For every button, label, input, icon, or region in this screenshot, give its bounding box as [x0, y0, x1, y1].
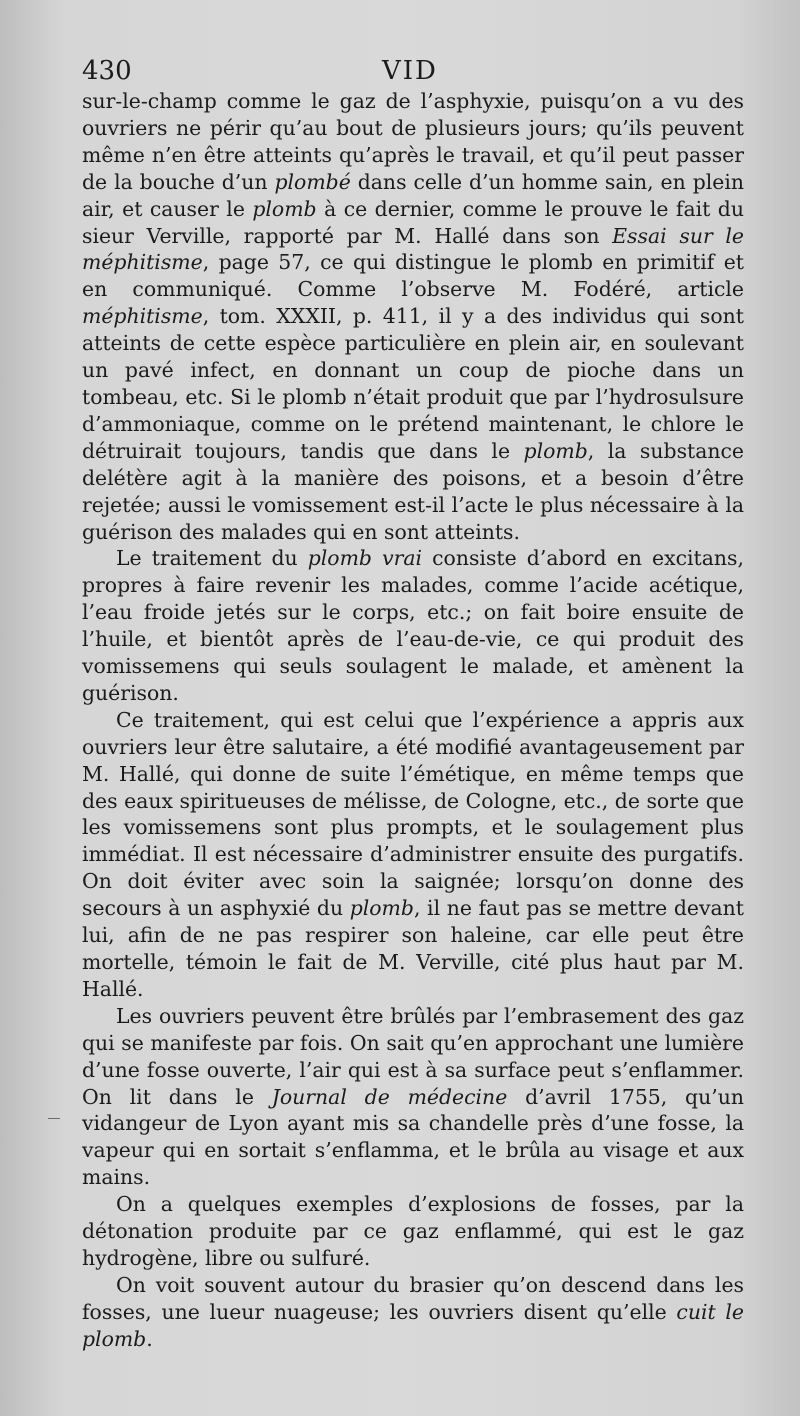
paragraph [82, 545, 744, 706]
text-run: Ce traitement, qui est celui que l’expérience a appris aux ouvriers leur être salutaire, a été modifié avantageusement par M. Hallé, qui donne de suite l’émétique, en même temps que des eaux spiritueuses de mélisse, de Cologne, etc., de sorte que les vomissemens sont plus prompts, et le soulagement plus immédiat. Il est nécessaire d’administrer ensuite des purgatifs. On doit éviter avec soin la saignée; lorsqu’on donne des secours à un asphyxié du [82, 707, 744, 921]
italic-run: Essai sur le méphitisme [82, 223, 744, 275]
text-run: , page 57, ce qui distingue le plomb en primitif et en communiqué. Comme l’observe M. Fodéré, article [82, 250, 744, 302]
italic-run: plomb [349, 896, 414, 921]
italic-run: méphitisme [82, 304, 203, 329]
paragraph [82, 1191, 744, 1272]
paragraph [82, 707, 744, 1003]
margin-mark [48, 1118, 60, 1119]
italic-run: plomb vrai [307, 546, 423, 571]
text-run: , la substance delétère agit à la manière des poisons, et a besoin d’être rejetée; aussi le vomissement est-il l’acte le plus nécessaire à la guérison des malades qui en sont atteints. [82, 438, 744, 544]
paragraph [82, 1003, 744, 1191]
page-header [82, 56, 740, 92]
page-number: 430 [82, 56, 132, 86]
text-run: d’avril 1755, qu’un vidangeur de Lyon ayant mis sa chandelle près d’une fosse, la vapeur qui en sortait s’enflamma, et le brûla au visage et aux mains. [82, 1084, 744, 1190]
text-run: à ce dernier, comme le prouve le fait du sieur Verville, rapporté par M. Hallé dans son [82, 196, 744, 248]
text-run: , il ne faut pas se mettre devant lui, afin de ne pas respirer son haleine, car elle peut être mortelle, témoin le fait de M. Verville, cité plus haut par M. Hallé. [82, 896, 744, 1001]
text-run: sur-le-champ comme le gaz de l’asphyxie, puisqu’on a vu des ouvriers ne périr qu’au bout de plusieurs jours; qu’ils peuvent même n’en être atteints qu’après le travail, et qu’il peut passer de la bouche d’un [82, 89, 744, 194]
italic-run: plomb [252, 196, 317, 221]
italic-run: plomb [523, 438, 588, 463]
text-run: On a quelques exemples d’explosions de fosses, par la détonation produite par ce gaz enflammé, qui est le gaz hydrogène, libre ou sulfuré. [82, 1192, 744, 1270]
text-run: dans celle d’un homme sain, en plein air, et causer le [82, 169, 744, 221]
text-run: . [146, 1326, 153, 1351]
text-run: Les ouvriers peuvent être brûlés par l’embrasement des gaz qui se manifeste par fois. On sait qu’en approchant une lumière d’une fosse ouverte, l’air qui est à sa surface peut s’enflammer. On lit dans le [82, 1003, 744, 1109]
text-run: On voit souvent autour du brasier qu’on descend dans les fosses, une lueur nuageuse; les ouvriers disent qu’elle [82, 1272, 744, 1324]
paragraph [82, 1272, 744, 1353]
text-run: Le traitement du [116, 546, 308, 571]
body-text [82, 88, 744, 1353]
running-head: VID [382, 56, 438, 86]
italic-run: plombé [274, 169, 351, 194]
italic-run: Journal de médecine [271, 1084, 508, 1109]
paragraph [82, 88, 744, 545]
italic-run: cuit le plomb [82, 1299, 744, 1351]
text-run: , tom. XXXII, p. 411, il y a des individus qui sont atteints de cette espèce particulière en plein air, en soulevant un pavé infect, en donnant un coup de pioche dans un tombeau, etc. Si le plomb n’était produit que par l’hydrosulsure d’ammoniaque, comme on le prétend maintenant, le chlore le détruirait toujours, tandis que dans le [82, 304, 744, 463]
text-run: consiste d’abord en excitans, propres à faire revenir les malades, comme l’acide acétique, l’eau froide jetés sur le corps, etc.; on fait boire ensuite de l’huile, et bientôt après de l’eau-de-vie, ce qui produit des vomissemens qui seuls soulagent le malade, et amènent la guérison. [82, 546, 744, 705]
